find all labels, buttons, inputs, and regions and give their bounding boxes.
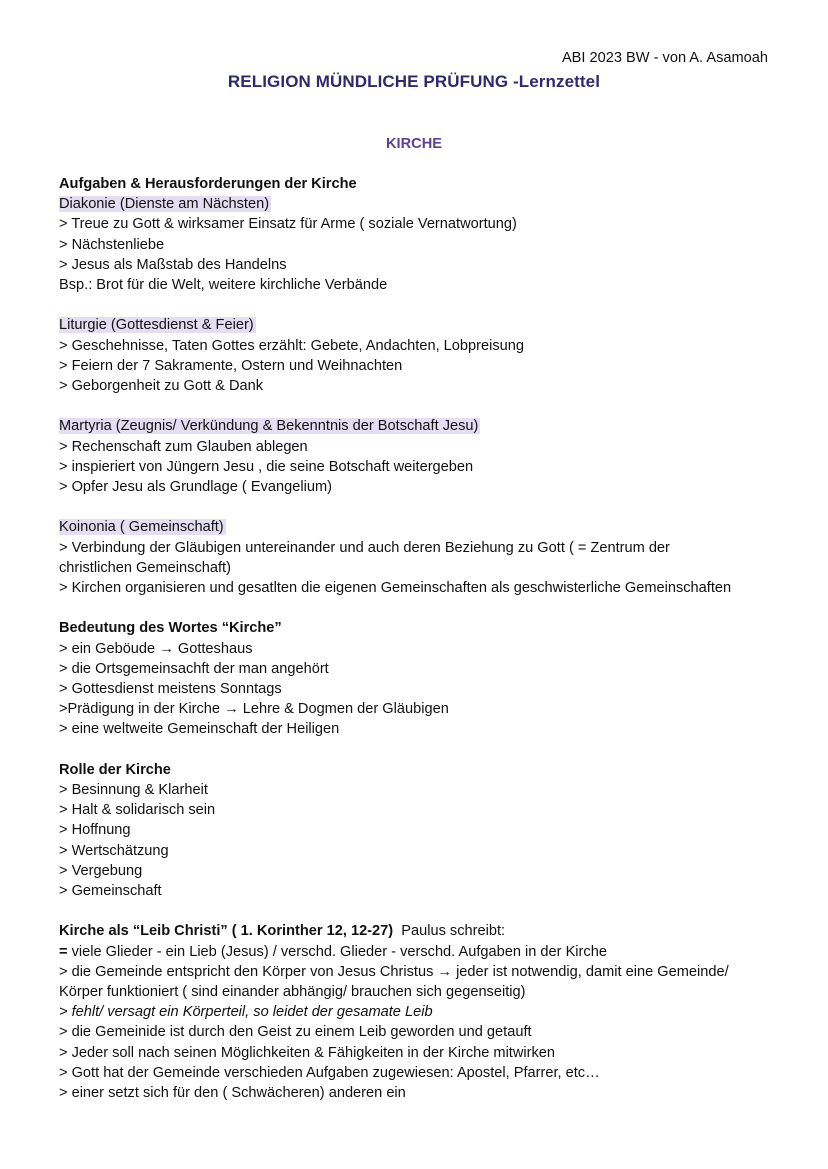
list-item: > Kirchen organisieren und gesatlten die eigenen Gemeinschaften als geschwisterliche Gemeinschaften bbox=[59, 580, 732, 597]
section-title: KIRCHE bbox=[386, 136, 442, 152]
equals-sign: = bbox=[59, 943, 68, 960]
list-item: Bsp.: Brot für die Welt, weitere kirchliche Verbände bbox=[59, 277, 388, 294]
list-item-italic: > fehlt/ versagt ein Körperteil, so leidet der gesamate Leib bbox=[59, 1004, 433, 1021]
heading-suffix: Paulus schreibt: bbox=[401, 923, 506, 940]
list-item: > Rechenschaft zum Glauben ablegen bbox=[59, 438, 308, 455]
label-martyria: Martyria (Zeugnis/ Verkündung & Bekenntnis der Botschaft Jesu) bbox=[59, 418, 479, 435]
label-diakonie: Diakonie (Dienste am Nächsten) bbox=[59, 196, 270, 213]
list-item: > die Gemeinide ist durch den Geist zu einem Leib geworden und getauft bbox=[59, 1024, 532, 1041]
document-content bbox=[59, 174, 779, 1103]
list-item: Körper funktioniert ( sind einander abhängig/ brauchen sich gegenseitig) bbox=[59, 984, 526, 1001]
document-title: RELIGION MÜNDLICHE PRÜFUNG -Lernzettel bbox=[227, 72, 601, 91]
list-item: > Besinnung & Klarheit bbox=[59, 782, 208, 799]
list-item: > Geborgenheit zu Gott & Dank bbox=[59, 378, 264, 395]
list-item: > Geschehnisse, Taten Gottes erzählt: Gebete, Andachten, Lobpreisung bbox=[59, 337, 525, 354]
list-item: > Nächstenliebe bbox=[59, 236, 165, 253]
list-item: > einer setzt sich für den ( Schwächeren) anderen ein bbox=[59, 1085, 406, 1102]
list-item: > eine weltweite Gemeinschaft der Heiligen bbox=[59, 721, 340, 738]
list-item: > Treue zu Gott & wirksamer Einsatz für Arme ( soziale Vernatwortung) bbox=[59, 216, 517, 233]
list-item: > Hoffnung bbox=[59, 822, 131, 839]
list-item: >Prädigung in der Kirche → Lehre & Dogmen der Gläubigen bbox=[59, 701, 449, 718]
list-item: > Jeder soll nach seinen Möglichkeiten & Fähigkeiten in der Kirche mitwirken bbox=[59, 1044, 556, 1061]
list-item: > Vergebung bbox=[59, 862, 143, 879]
label-liturgie: Liturgie (Gottesdienst & Feier) bbox=[59, 317, 254, 334]
heading-leib-christi: Kirche als “Leib Christi” ( 1. Korinther 12, 12-27) bbox=[59, 923, 394, 940]
heading-aufgaben: Aufgaben & Herausforderungen der Kirche bbox=[59, 176, 357, 192]
list-item: > Gemeinschaft bbox=[59, 883, 162, 900]
heading-rolle: Rolle der Kirche bbox=[59, 761, 171, 778]
list-item: > Gottesdienst meistens Sonntags bbox=[59, 681, 282, 698]
author-line: ABI 2023 BW - von A. Asamoah bbox=[561, 50, 768, 66]
list-item: christlichen Gemeinschaft) bbox=[59, 559, 231, 576]
list-item: > Jesus als Maßstab des Handelns bbox=[59, 256, 287, 273]
list-item: > inspieriert von Jüngern Jesu , die seine Botschaft weitergeben bbox=[59, 458, 474, 475]
list-item: > Wertschätzung bbox=[59, 842, 169, 859]
list-item: > ein Geböude → Gotteshaus bbox=[59, 640, 253, 657]
list-item: > Verbindung der Gläubigen untereinander und auch deren Beziehung zu Gott ( = Zentrum der bbox=[59, 539, 670, 556]
list-item: > Feiern der 7 Sakramente, Ostern und Weihnachten bbox=[59, 357, 403, 374]
label-koinonia: Koinonia ( Gemeinschaft) bbox=[59, 519, 224, 536]
list-item: > die Ortsgemeinsachft der man angehört bbox=[59, 660, 329, 677]
list-item: > Gott hat der Gemeinde verschieden Aufgaben zugewiesen: Apostel, Pfarrer, etc… bbox=[59, 1064, 600, 1081]
list-item: > Halt & solidarisch sein bbox=[59, 802, 216, 819]
list-item: > die Gemeinde entspricht den Körper von Jesus Christus → jeder ist notwendig, damit eine Gemeinde/ bbox=[59, 963, 729, 980]
heading-bedeutung: Bedeutung des Wortes “Kirche” bbox=[59, 620, 282, 637]
list-item: viele Glieder - ein Lieb (Jesus) / verschd. Glieder - verschd. Aufgaben in der Kirche bbox=[67, 943, 607, 960]
list-item: > Opfer Jesu als Grundlage ( Evangelium) bbox=[59, 479, 332, 496]
